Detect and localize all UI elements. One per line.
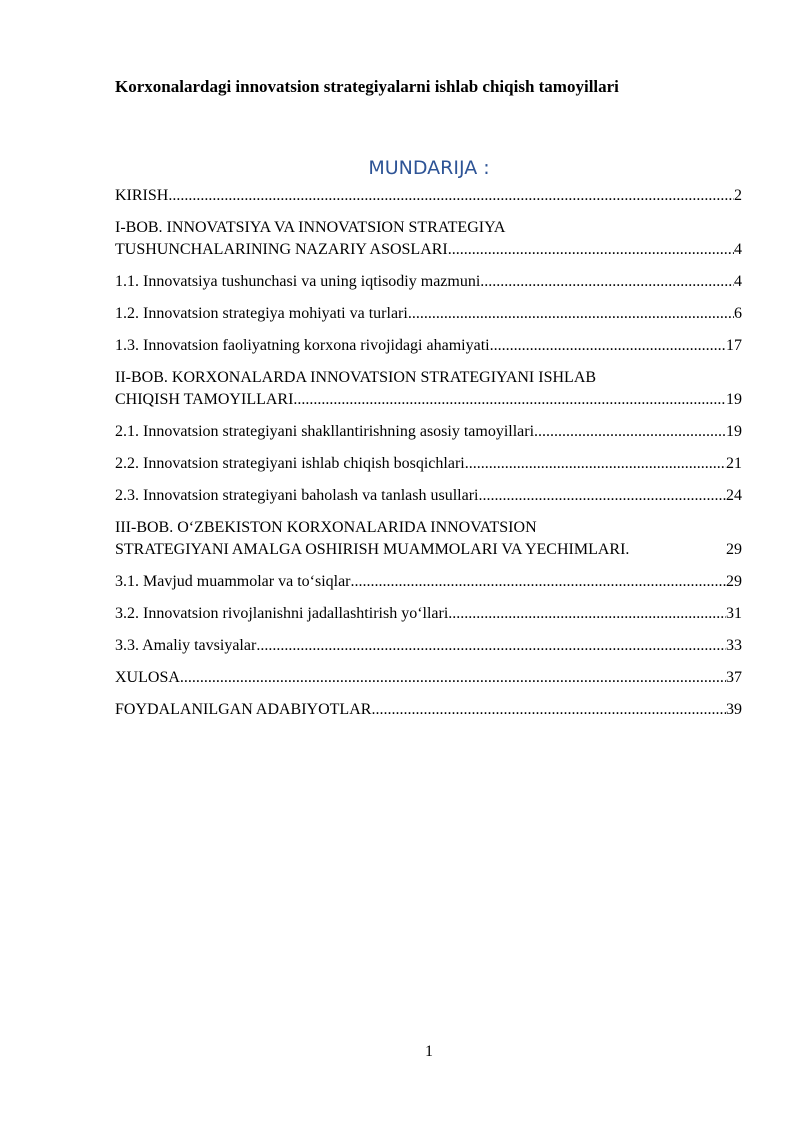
toc-entry-bibliography[interactable]: [115, 699, 742, 721]
toc-entry-chapter-2[interactable]: [115, 367, 742, 411]
toc-entry-chapter-3[interactable]: [115, 517, 742, 561]
toc-entry-title: 2.2. Innovatsion strategiyani ishlab chiqish bosqichlari: [115, 455, 465, 472]
toc-entry-title: 1.3. Innovatsion faoliyatning korxona rivojidagi ahamiyati: [115, 337, 490, 354]
toc-entry-xulosa[interactable]: [115, 667, 742, 689]
toc-entry-title: 1.1. Innovatsiya tushunchasi va uning iqtisodiy mazmuni: [115, 273, 481, 290]
toc-entry-section-1-1[interactable]: [115, 271, 742, 293]
toc-entry-page: 29: [726, 541, 742, 558]
toc-entry-section-2-3[interactable]: [115, 485, 742, 507]
toc-entry-title-line1: III-BOB. O‘ZBEKISTON KORXONALARIDA INNOVATSION: [115, 519, 537, 536]
dot-leader: [480, 271, 734, 293]
toc-entry-title: 2.3. Innovatsion strategiyani baholash va tanlash usullari: [115, 487, 479, 504]
toc-entry-section-3-1[interactable]: [115, 571, 742, 593]
table-of-contents: [115, 185, 742, 721]
toc-entry-title: 1.2. Innovatsion strategiya mohiyati va turlari: [115, 305, 408, 322]
toc-entry-chapter-1[interactable]: [115, 217, 742, 261]
toc-entry-section-2-2[interactable]: [115, 453, 742, 475]
toc-entry-page: 29: [726, 573, 742, 590]
toc-entry-title: 3.3. Amaliy tavsiyalar: [115, 637, 257, 654]
dot-leader: [293, 389, 726, 411]
dot-leader: [490, 335, 726, 357]
toc-entry-page: 31: [726, 605, 742, 622]
toc-entry-page: 19: [726, 391, 742, 408]
toc-entry-title: 3.2. Innovatsion rivojlanishni jadallashtirish yo‘llari: [115, 605, 449, 622]
dot-leader: [256, 635, 726, 657]
toc-entry-title-line2: CHIQISH TAMOYILLARI: [115, 391, 294, 408]
dot-leader: [534, 421, 726, 443]
toc-entry-title: 2.1. Innovatsion strategiyani shakllantirishning asosiy tamoyillari: [115, 423, 535, 440]
dot-leader: [408, 303, 734, 325]
toc-entry-title-line1: II-BOB. KORXONALARDA INNOVATSION STRATEGIYANI ISHLAB: [115, 369, 597, 386]
toc-entry-title: KIRISH: [115, 187, 169, 204]
toc-entry-section-1-2[interactable]: [115, 303, 742, 325]
toc-entry-page: 4: [734, 241, 742, 258]
toc-entry-title-line2: TUSHUNCHALARINING NAZARIY ASOSLARI: [115, 241, 448, 258]
toc-entry-section-3-3[interactable]: [115, 635, 742, 657]
toc-heading: MUNDARIJA :: [368, 157, 490, 179]
toc-entry-title: FOYDALANILGAN ADABIYOTLAR: [115, 701, 372, 718]
toc-entry-title-line1: I-BOB. INNOVATSIYA VA INNOVATSION STRATEGIYA: [115, 219, 506, 236]
toc-entry-title-line2: STRATEGIYANI AMALGA OSHIRISH MUAMMOLARI VA YECHIMLARI.: [115, 541, 630, 558]
dot-leader: [371, 699, 726, 721]
toc-entry-page: 17: [726, 337, 742, 354]
toc-entry-page: 19: [726, 423, 742, 440]
toc-entry-section-3-2[interactable]: [115, 603, 742, 625]
dot-leader: [478, 485, 726, 507]
toc-entry-page: 4: [734, 273, 742, 290]
document-title: Korxonalardagi innovatsion strategiyalarni ishlab chiqish tamoyillari: [115, 77, 619, 96]
toc-entry-page: 2: [734, 187, 742, 204]
toc-entry-page: 39: [726, 701, 742, 718]
dot-leader: [465, 453, 726, 475]
toc-entry-kirish[interactable]: [115, 185, 742, 207]
toc-entry-section-2-1[interactable]: [115, 421, 742, 443]
toc-entry-section-1-3[interactable]: [115, 335, 742, 357]
toc-entry-page: 21: [726, 455, 742, 472]
dot-leader: [448, 603, 726, 625]
dot-leader: [448, 239, 734, 261]
toc-entry-page: 37: [726, 669, 742, 686]
dot-leader: [351, 571, 726, 593]
toc-entry-title: XULOSA: [115, 669, 180, 686]
toc-entry-page: 6: [734, 305, 742, 322]
toc-entry-title: 3.1. Mavjud muammolar va to‘siqlar: [115, 573, 351, 590]
toc-entry-page: 33: [726, 637, 742, 654]
dot-leader: [180, 667, 726, 689]
toc-entry-page: 24: [726, 487, 742, 504]
page-number: 1: [425, 1043, 433, 1060]
dot-leader: [168, 185, 734, 207]
